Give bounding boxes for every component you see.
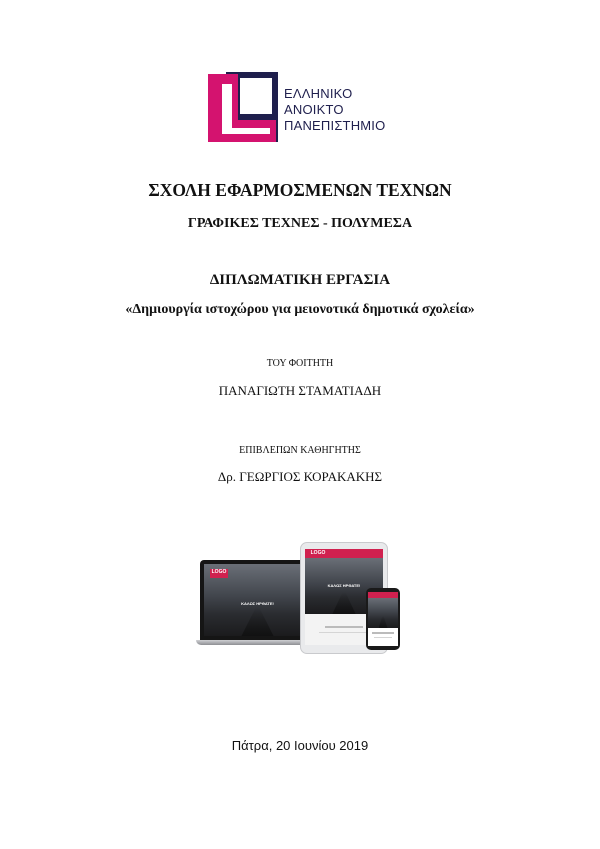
university-logo [208, 70, 408, 144]
school-name: ΣΧΟΛΗ ΕΦΑΡΜΟΣΜΕΝΩΝ ΤΕΧΝΩΝ [148, 180, 452, 200]
devices-mockup-image [200, 540, 405, 655]
logo-line-3: ΠΑΝΕΠΙΣΤΗΜΙΟ [284, 118, 386, 133]
thesis-title: «Δημιουργία ιστοχώρου για μειονοτικά δημοτικά σχολεία» [125, 302, 475, 317]
tablet-hero-text: ΚΑΛΩΣ ΗΡΘΑΤΕ! [327, 583, 361, 588]
supervisor-label: ΕΠΙΒΛΕΠΩΝ ΚΑΘΗΓΗΤΗΣ [239, 445, 361, 456]
supervisor-name: Δρ. ΓΕΩΡΓΙΟΣ ΚΟΡΑΚΑΚΗΣ [217, 469, 383, 484]
laptop-mockup [200, 560, 315, 640]
laptop-hero-text: ΚΑΛΩΣ ΗΡΘΑΤΕ! [241, 601, 274, 606]
laptop-logo-badge: LOGO [210, 569, 228, 578]
logo-wordmark [284, 86, 385, 134]
logo-line-1: ΕΛΛΗΝΙΚΟ [284, 86, 353, 101]
logo-line-2: ΑΝΟΙΚΤΟ [284, 102, 344, 117]
tablet-logo-badge: LOGO [310, 550, 326, 556]
department-name: ΓΡΑΦΙΚΕΣ ΤΕΧΝΕΣ - ΠΟΛΥΜΕΣΑ [187, 216, 413, 231]
date-place: Πάτρα, 20 Ιουνίου 2019 [231, 738, 369, 753]
student-label: ΤΟΥ ΦΟΙΤΗΤΗ [266, 358, 334, 369]
phone-mockup [366, 588, 400, 650]
student-name: ΠΑΝΑΓΙΩΤΗ ΣΤΑΜΑΤΙΑΔΗ [218, 383, 382, 398]
thesis-type: ΔΙΠΛΩΜΑΤΙΚΗ ΕΡΓΑΣΙΑ [209, 272, 391, 288]
logo-mark-icon [208, 70, 280, 144]
